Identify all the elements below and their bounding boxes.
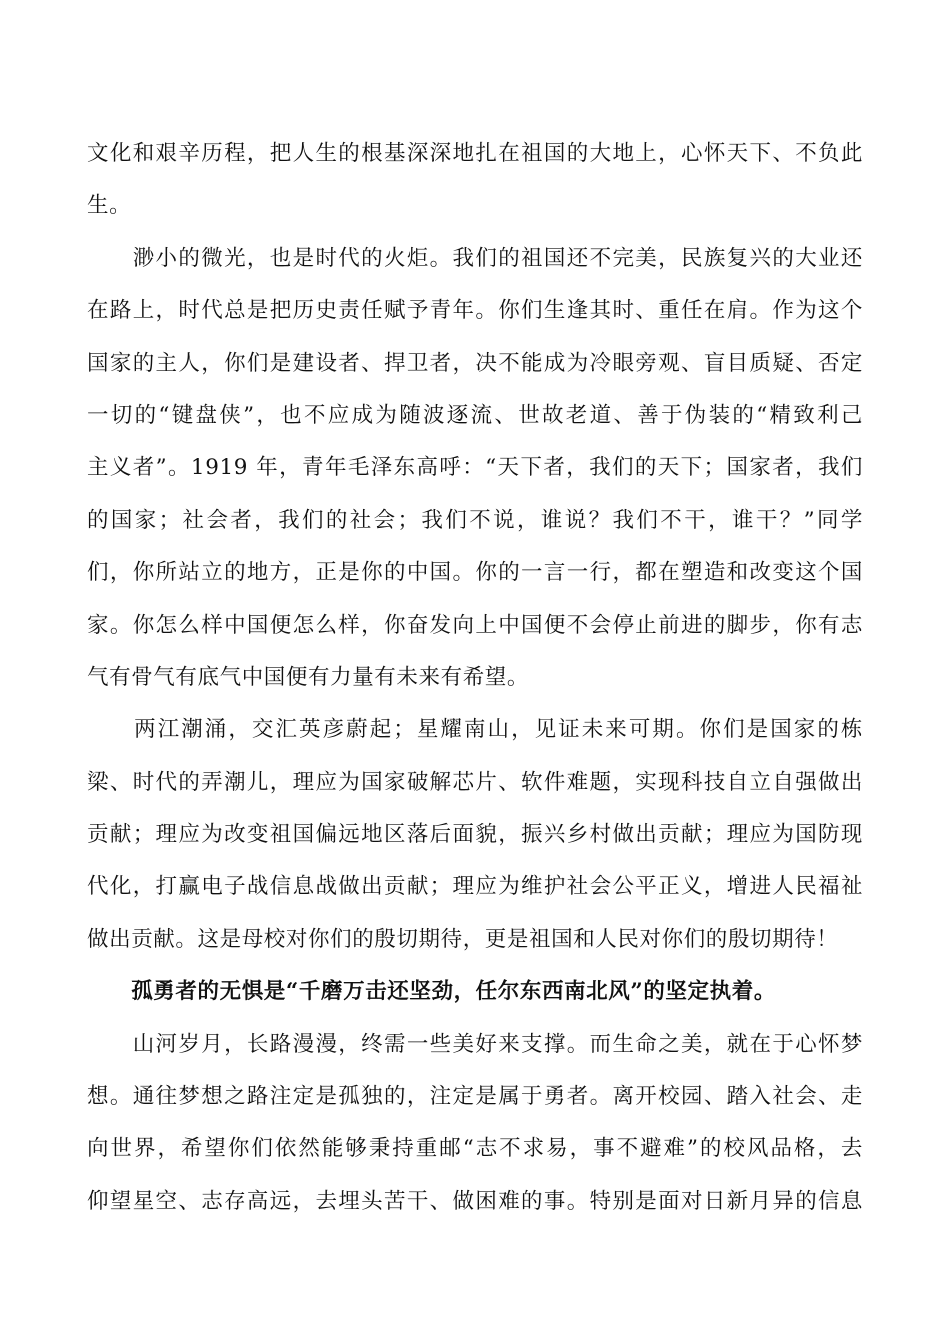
text-line: 在路上，时代总是把历史责任赋予青年。你们生逢其时、重任在肩。作为这个 (87, 298, 863, 324)
text-line: 向世界，希望你们依然能够秉持重邮“志不求易，事不避难”的校风品格，去 (87, 1136, 863, 1162)
text-line: 山河岁月，长路漫漫，终需一些美好来支撑。而生命之美，就在于心怀梦 (87, 1031, 863, 1057)
text-line: 生。 (87, 193, 132, 219)
text-line: 家。你怎么样中国便怎么样，你奋发向上中国便不会停止前进的脚步，你有志 (87, 612, 863, 638)
section-heading: 孤勇者的无惧是“千磨万击还坚劲，任尔东西南北风”的坚定执着。 (87, 979, 776, 1005)
document-page (87, 128, 863, 1228)
text-line: 国家的主人，你们是建设者、捍卫者，决不能成为冷眼旁观、盲目质疑、否定 (87, 350, 863, 376)
text-line: 两江潮涌，交汇英彦蔚起；星耀南山，见证未来可期。你们是国家的栋 (87, 717, 863, 743)
text-line: 做出贡献。这是母校对你们的殷切期待，更是祖国和人民对你们的殷切期待！ (87, 926, 839, 952)
text-line: 梁、时代的弄潮儿，理应为国家破解芯片、软件难题，实现科技自立自强做出 (87, 769, 863, 795)
text-line: 想。通往梦想之路注定是孤独的，注定是属于勇者。离开校园、踏入社会、走 (87, 1084, 863, 1110)
text-line: 贡献；理应为改变祖国偏远地区落后面貌，振兴乡村做出贡献；理应为国防现 (87, 822, 863, 848)
text-line: 仰望星空、志存高远，去埋头苦干、做困难的事。特别是面对日新月异的信息 (87, 1188, 863, 1214)
text-line: 的国家；社会者，我们的社会；我们不说，谁说？我们不干，谁干？”同学 (87, 507, 863, 533)
text-line: 们，你所站立的地方，正是你的中国。你的一言一行，都在塑造和改变这个国 (87, 560, 863, 586)
text-line: 气有骨气有底气中国便有力量有未来有希望。 (87, 664, 530, 690)
text-line: 主义者”。1919 年，青年毛泽东高呼：“天下者，我们的天下；国家者，我们 (87, 455, 863, 481)
text-line: 一切的“键盘侠”，也不应成为随波逐流、世故老道、善于伪装的“精致利己 (87, 402, 863, 428)
text-line: 渺小的微光，也是时代的火炬。我们的祖国还不完美，民族复兴的大业还 (87, 245, 863, 271)
text-line: 代化，打赢电子战信息战做出贡献；理应为维护社会公平正义，增进人民福祉 (87, 874, 863, 900)
text-line: 文化和艰辛历程，把人生的根基深深地扎在祖国的大地上，心怀天下、不负此 (87, 141, 863, 166)
